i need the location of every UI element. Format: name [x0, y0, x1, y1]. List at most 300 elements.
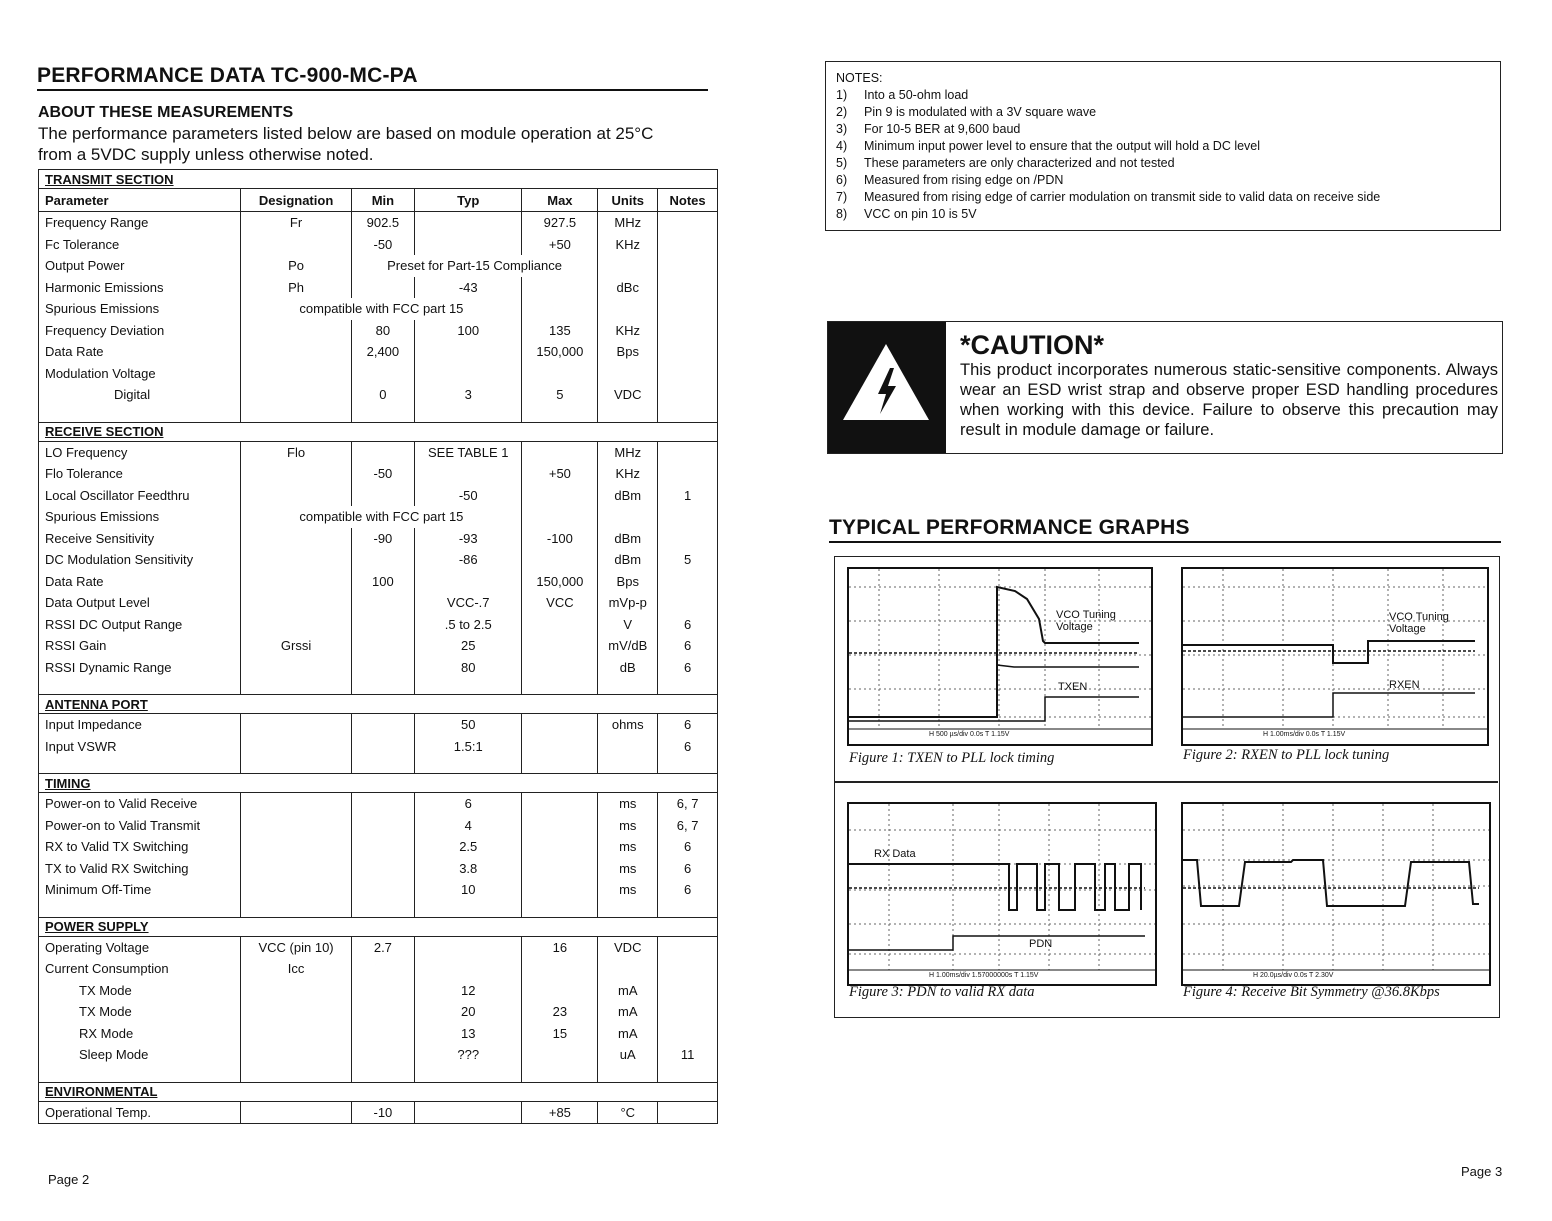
- fig3-label-rxdata: RX Data: [874, 848, 916, 860]
- scope-trace-2: [1183, 569, 1487, 744]
- mn-cell: [351, 836, 414, 858]
- n-cell: [658, 592, 718, 614]
- mn-cell: [351, 1044, 414, 1066]
- param-cell: Local Oscillator Feedthru: [39, 485, 241, 507]
- table-row: [39, 958, 718, 980]
- notes-cell: [658, 298, 718, 320]
- d-cell: [241, 320, 351, 342]
- note-number: 6): [836, 173, 848, 187]
- mn-cell: [351, 657, 414, 679]
- param-cell: TX Mode: [39, 980, 241, 1002]
- note-number: 4): [836, 139, 848, 153]
- d-cell: [241, 714, 351, 736]
- d-cell: Flo: [241, 441, 351, 463]
- table-row: [39, 320, 718, 342]
- table-row: [39, 793, 718, 815]
- param-cell: Data Rate: [39, 571, 241, 593]
- table-row: [39, 363, 718, 385]
- d-cell: [241, 736, 351, 758]
- note-item: [836, 206, 1490, 223]
- ty-cell: -43: [415, 277, 522, 299]
- mn-cell: -10: [351, 1101, 414, 1124]
- u-cell: mVp-p: [598, 592, 658, 614]
- n-cell: [658, 277, 718, 299]
- d-cell: [241, 571, 351, 593]
- u-cell: dBm: [598, 528, 658, 550]
- spacer-cell: [658, 901, 718, 918]
- d-cell: [241, 1101, 351, 1124]
- param-cell: Input VSWR: [39, 736, 241, 758]
- mx-cell: [522, 485, 598, 507]
- units-cell: [598, 255, 658, 277]
- section-heading: ANTENNA PORT: [39, 695, 718, 714]
- max-cell: [522, 506, 598, 528]
- spacer-cell: [351, 406, 414, 423]
- about-text: [38, 123, 653, 165]
- spacer-row: [39, 901, 718, 918]
- table-row: [39, 485, 718, 507]
- mn-cell: [351, 592, 414, 614]
- spacer-row: [39, 1066, 718, 1083]
- ty-cell: 1.5:1: [415, 736, 522, 758]
- mx-cell: [522, 277, 598, 299]
- spacer-cell: [598, 1066, 658, 1083]
- fig3-status: H 1.00ms/div 1.57000000s T 1.15V: [929, 972, 1039, 979]
- spacer-cell: [415, 757, 522, 774]
- ty-cell: -50: [415, 485, 522, 507]
- spacer-cell: [39, 406, 241, 423]
- d-cell: [241, 528, 351, 550]
- table-row: [39, 592, 718, 614]
- mn-cell: -50: [351, 234, 414, 256]
- u-cell: mA: [598, 1023, 658, 1045]
- d-cell: [241, 592, 351, 614]
- column-header-max: Max: [522, 189, 598, 212]
- about-heading: ABOUT THESE MEASUREMENTS: [38, 104, 294, 121]
- scope-trace-1: [849, 569, 1151, 744]
- table-row: [39, 836, 718, 858]
- mx-cell: 135: [522, 320, 598, 342]
- mn-cell: [351, 958, 414, 980]
- d-cell: [241, 1023, 351, 1045]
- mx-cell: [522, 836, 598, 858]
- ty-cell: 4: [415, 815, 522, 837]
- ty-cell: -93: [415, 528, 522, 550]
- notes-cell: [658, 506, 718, 528]
- param-cell: LO Frequency: [39, 441, 241, 463]
- u-cell: Bps: [598, 341, 658, 363]
- param-cell: Digital: [39, 384, 241, 406]
- table-row: [39, 441, 718, 463]
- n-cell: 6: [658, 635, 718, 657]
- d-cell: VCC (pin 10): [241, 936, 351, 958]
- u-cell: mV/dB: [598, 635, 658, 657]
- fig2-caption: Figure 2: RXEN to PLL lock tuning: [1183, 747, 1390, 763]
- u-cell: ms: [598, 815, 658, 837]
- param-cell: Modulation Voltage: [39, 363, 241, 385]
- notes-list: [836, 87, 1490, 223]
- spacer-cell: [522, 406, 598, 423]
- spacer-row: [39, 757, 718, 774]
- d-cell: [241, 463, 351, 485]
- scope-figure-3: [847, 802, 1157, 986]
- mn-cell: -90: [351, 528, 414, 550]
- spacer-cell: [241, 1066, 351, 1083]
- u-cell: KHz: [598, 234, 658, 256]
- mx-cell: [522, 879, 598, 901]
- u-cell: mA: [598, 980, 658, 1002]
- ty-cell: [415, 958, 522, 980]
- table-row: [39, 657, 718, 679]
- table-row: [39, 736, 718, 758]
- section-heading: ENVIRONMENTAL: [39, 1082, 718, 1101]
- param-cell: TX Mode: [39, 1001, 241, 1023]
- mn-cell: 2.7: [351, 936, 414, 958]
- title-rule: [37, 89, 708, 91]
- note-item: [836, 121, 1490, 138]
- spacer-cell: [351, 757, 414, 774]
- u-cell: ohms: [598, 714, 658, 736]
- d-cell: Fr: [241, 212, 351, 234]
- mn-cell: 0: [351, 384, 414, 406]
- caution-body: This product incorporates numerous static-sensitive components. Always wear an ESD wrist strap and observe proper ESD handling procedures when working with this device. Failure to observe this precaution may result in module damage or failure.: [960, 361, 1498, 439]
- mx-cell: +50: [522, 463, 598, 485]
- mn-cell: [351, 879, 414, 901]
- spacer-cell: [39, 678, 241, 695]
- note-item: [836, 189, 1490, 206]
- table-row: [39, 255, 718, 277]
- mx-cell: [522, 441, 598, 463]
- spacer-cell: [415, 678, 522, 695]
- fig1-status: H 500 µs/div 0.0s T 1.15V: [929, 731, 1010, 738]
- ty-cell: [415, 341, 522, 363]
- n-cell: 11: [658, 1044, 718, 1066]
- ty-cell: .5 to 2.5: [415, 614, 522, 636]
- n-cell: [658, 1023, 718, 1045]
- n-cell: [658, 363, 718, 385]
- mn-cell: [351, 714, 414, 736]
- d-cell: [241, 657, 351, 679]
- spacer-cell: [598, 757, 658, 774]
- u-cell: Bps: [598, 571, 658, 593]
- fig1-label-voltage: Voltage: [1056, 621, 1093, 633]
- spec-table: [38, 169, 718, 1124]
- note-item: [836, 172, 1490, 189]
- mx-cell: 23: [522, 1001, 598, 1023]
- param-cell: Flo Tolerance: [39, 463, 241, 485]
- mn-cell: [351, 441, 414, 463]
- spacer-cell: [351, 901, 414, 918]
- fig4-caption: Figure 4: Receive Bit Symmetry @36.8Kbps: [1183, 984, 1440, 1000]
- spacer-cell: [241, 901, 351, 918]
- n-cell: [658, 571, 718, 593]
- param-cell: Sleep Mode: [39, 1044, 241, 1066]
- u-cell: VDC: [598, 384, 658, 406]
- d-cell: [241, 384, 351, 406]
- spacer-cell: [351, 1066, 414, 1083]
- u-cell: V: [598, 614, 658, 636]
- param-cell: Current Consumption: [39, 958, 241, 980]
- warning-block: [828, 322, 946, 453]
- spacer-cell: [415, 1066, 522, 1083]
- section-row-timing: [39, 774, 718, 793]
- about-line-2: from a 5VDC supply unless otherwise noted.: [38, 145, 374, 164]
- mx-cell: [522, 614, 598, 636]
- fig4-status: H 20.0µs/div 0.0s T 2.30V: [1253, 972, 1334, 979]
- param-cell: Receive Sensitivity: [39, 528, 241, 550]
- param-cell: Frequency Deviation: [39, 320, 241, 342]
- column-header-notes: Notes: [658, 189, 718, 212]
- ty-cell: 10: [415, 879, 522, 901]
- note-number: 3): [836, 122, 848, 136]
- designation-cell: Po: [241, 255, 351, 277]
- param-cell: Minimum Off-Time: [39, 879, 241, 901]
- ty-cell: 20: [415, 1001, 522, 1023]
- mx-cell: +50: [522, 234, 598, 256]
- note-number: 5): [836, 156, 848, 170]
- units-cell: [598, 506, 658, 528]
- d-cell: [241, 614, 351, 636]
- table-row: [39, 980, 718, 1002]
- d-cell: [241, 1044, 351, 1066]
- param-cell: Frequency Range: [39, 212, 241, 234]
- mx-cell: [522, 635, 598, 657]
- param-cell: RSSI Dynamic Range: [39, 657, 241, 679]
- param-cell: Input Impedance: [39, 714, 241, 736]
- u-cell: [598, 363, 658, 385]
- u-cell: KHz: [598, 463, 658, 485]
- mx-cell: [522, 815, 598, 837]
- spacer-cell: [522, 901, 598, 918]
- spacer-cell: [658, 757, 718, 774]
- mn-cell: [351, 980, 414, 1002]
- table-row: [39, 714, 718, 736]
- spacer-cell: [39, 901, 241, 918]
- caution-heading: *CAUTION*: [960, 330, 1105, 360]
- param-cell: Output Power: [39, 255, 241, 277]
- ty-cell: [415, 212, 522, 234]
- n-cell: [658, 441, 718, 463]
- n-cell: [658, 212, 718, 234]
- caution-box: [827, 321, 1503, 454]
- section-heading: RECEIVE SECTION: [39, 422, 718, 441]
- mx-cell: [522, 363, 598, 385]
- note-text: VCC on pin 10 is 5V: [864, 207, 977, 221]
- ty-cell: 80: [415, 657, 522, 679]
- n-cell: 6, 7: [658, 815, 718, 837]
- ty-cell: [415, 1101, 522, 1124]
- mn-cell: [351, 858, 414, 880]
- fig2-label-rxen: RXEN: [1389, 679, 1420, 691]
- max-cell: [522, 298, 598, 320]
- d-cell: [241, 980, 351, 1002]
- u-cell: ms: [598, 793, 658, 815]
- param-cell: Power-on to Valid Receive: [39, 793, 241, 815]
- mn-cell: [351, 793, 414, 815]
- u-cell: ms: [598, 858, 658, 880]
- mx-cell: +85: [522, 1101, 598, 1124]
- note-text: Measured from rising edge of carrier modulation on transmit side to valid data on receive side: [864, 190, 1381, 204]
- d-cell: [241, 879, 351, 901]
- n-cell: [658, 936, 718, 958]
- spacer-cell: [522, 678, 598, 695]
- n-cell: [658, 463, 718, 485]
- note-number: 8): [836, 207, 848, 221]
- mn-cell: -50: [351, 463, 414, 485]
- table-row: [39, 463, 718, 485]
- d-cell: Ph: [241, 277, 351, 299]
- note-text: These parameters are only characterized and not tested: [864, 156, 1175, 170]
- u-cell: KHz: [598, 320, 658, 342]
- scope-figure-2: [1181, 567, 1489, 746]
- n-cell: [658, 958, 718, 980]
- note-item: [836, 104, 1490, 121]
- fig3-caption: Figure 3: PDN to valid RX data: [849, 984, 1035, 1000]
- mx-cell: [522, 736, 598, 758]
- fig2-label-voltage: Voltage: [1389, 623, 1426, 635]
- note-item: [836, 155, 1490, 172]
- section-row-environmental: [39, 1082, 718, 1101]
- page-title: PERFORMANCE DATA TC-900-MC-PA: [37, 64, 418, 87]
- ty-cell: [415, 363, 522, 385]
- param-cell: TX to Valid RX Switching: [39, 858, 241, 880]
- table-row: [39, 571, 718, 593]
- d-cell: [241, 793, 351, 815]
- note-text: Measured from rising edge on /PDN: [864, 173, 1064, 187]
- page-number-right: Page 3: [1461, 1164, 1503, 1179]
- table-row: [39, 234, 718, 256]
- table-row: [39, 341, 718, 363]
- mn-cell: 902.5: [351, 212, 414, 234]
- mx-cell: [522, 657, 598, 679]
- mx-cell: [522, 980, 598, 1002]
- table-row: [39, 936, 718, 958]
- note-text: Into a 50-ohm load: [864, 88, 969, 102]
- ty-cell: [415, 936, 522, 958]
- scope-figure-4: [1181, 802, 1491, 986]
- mn-cell: [351, 1001, 414, 1023]
- mn-cell: [351, 485, 414, 507]
- table-row: [39, 277, 718, 299]
- spacer-cell: [522, 1066, 598, 1083]
- u-cell: [598, 958, 658, 980]
- d-cell: [241, 1001, 351, 1023]
- column-header-units: Units: [598, 189, 658, 212]
- table-row: [39, 635, 718, 657]
- fig3-label-pdn: PDN: [1029, 938, 1053, 950]
- ty-cell: 50: [415, 714, 522, 736]
- note-number: 7): [836, 190, 848, 204]
- notes-heading: NOTES:: [836, 71, 883, 85]
- n-cell: 6: [658, 879, 718, 901]
- ty-cell: 100: [415, 320, 522, 342]
- u-cell: MHz: [598, 441, 658, 463]
- ty-cell: [415, 234, 522, 256]
- graphs-divider: [835, 781, 1498, 783]
- column-header-typ: Typ: [415, 189, 522, 212]
- ty-cell: 13: [415, 1023, 522, 1045]
- section-row-receive: [39, 422, 718, 441]
- u-cell: ms: [598, 836, 658, 858]
- mn-cell: [351, 736, 414, 758]
- table-row: [39, 614, 718, 636]
- n-cell: 6: [658, 714, 718, 736]
- u-cell: dBc: [598, 277, 658, 299]
- fig1-label-txen: TXEN: [1058, 681, 1088, 693]
- n-cell: [658, 320, 718, 342]
- mn-cell: 80: [351, 320, 414, 342]
- ty-cell: [415, 571, 522, 593]
- u-cell: [598, 736, 658, 758]
- mx-cell: 16: [522, 936, 598, 958]
- table-row: [39, 528, 718, 550]
- d-cell: [241, 549, 351, 571]
- scope-trace-3: [849, 804, 1155, 984]
- table-row: [39, 815, 718, 837]
- section-heading: POWER SUPPLY: [39, 917, 718, 936]
- fig2-label-vco: VCO Tuning: [1389, 611, 1449, 623]
- spacer-cell: [598, 901, 658, 918]
- u-cell: dBm: [598, 549, 658, 571]
- fig2-status: H 1.00ms/div 0.0s T 1.15V: [1263, 731, 1346, 738]
- section-row-antenna: [39, 695, 718, 714]
- span-cell: Preset for Part-15 Compliance: [351, 255, 598, 277]
- u-cell: MHz: [598, 212, 658, 234]
- ty-cell: -86: [415, 549, 522, 571]
- note-text: For 10-5 BER at 9,600 baud: [864, 122, 1021, 136]
- units-cell: [598, 298, 658, 320]
- notes-cell: [658, 255, 718, 277]
- n-cell: [658, 528, 718, 550]
- d-cell: [241, 234, 351, 256]
- spacer-cell: [658, 678, 718, 695]
- note-number: 1): [836, 88, 848, 102]
- ty-cell: SEE TABLE 1: [415, 441, 522, 463]
- mx-cell: 5: [522, 384, 598, 406]
- d-cell: [241, 858, 351, 880]
- mx-cell: [522, 1044, 598, 1066]
- n-cell: 5: [658, 549, 718, 571]
- ty-cell: 2.5: [415, 836, 522, 858]
- u-cell: ms: [598, 879, 658, 901]
- table-row: [39, 1044, 718, 1066]
- mn-cell: 2,400: [351, 341, 414, 363]
- d-cell: [241, 485, 351, 507]
- param-cell: Harmonic Emissions: [39, 277, 241, 299]
- graphs-heading: TYPICAL PERFORMANCE GRAPHS: [829, 516, 1190, 539]
- table-row: [39, 879, 718, 901]
- mx-cell: 150,000: [522, 341, 598, 363]
- spacer-cell: [658, 406, 718, 423]
- d-cell: [241, 341, 351, 363]
- spacer-cell: [39, 1066, 241, 1083]
- d-cell: [241, 815, 351, 837]
- note-item: [836, 138, 1490, 155]
- table-row: [39, 212, 718, 234]
- spacer-cell: [658, 1066, 718, 1083]
- u-cell: uA: [598, 1044, 658, 1066]
- n-cell: [658, 1001, 718, 1023]
- ty-cell: [415, 463, 522, 485]
- spacer-cell: [598, 406, 658, 423]
- n-cell: 6: [658, 657, 718, 679]
- mn-cell: [351, 1023, 414, 1045]
- scope-figure-1: [847, 567, 1153, 746]
- n-cell: [658, 341, 718, 363]
- param-cell: Power-on to Valid Transmit: [39, 815, 241, 837]
- table-row: [39, 298, 718, 320]
- header-row: [39, 189, 718, 212]
